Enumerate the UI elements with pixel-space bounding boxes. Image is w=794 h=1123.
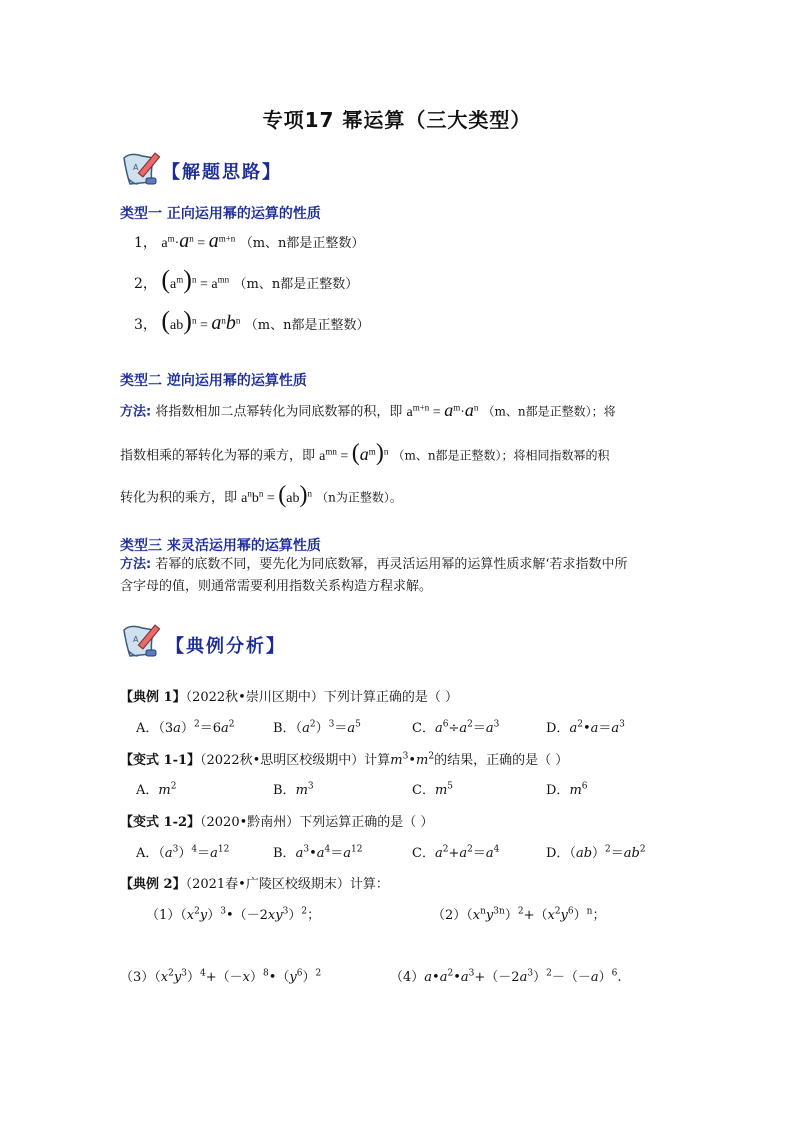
- page-title: 专项17 幂运算（三大类型）: [262, 108, 532, 132]
- variant-1-1: [120, 749, 568, 768]
- text: 转化为积的乘方，即: [120, 490, 238, 506]
- option-b[interactable]: B．$m^3$: [273, 781, 314, 798]
- formula-note: （m、n都是正整数）: [239, 236, 365, 251]
- formula-inline: $a^{m+n} = a^m\cdot a^n$: [406, 399, 479, 420]
- example-text: （2022秋•思明区校级期中）计算: [200, 753, 391, 768]
- variant-1-2: [120, 811, 433, 830]
- type1-heading: 类型一 正向运用幂的运算的性质: [120, 206, 321, 222]
- sub-question-3: $(3)(x^2y^3)^4+(-x)^8•(y^6)^2$: [120, 968, 322, 985]
- sub-question-4: $(4)a•a^2•a^3+(-2a^3)^2-(-a)^6$.: [390, 968, 622, 985]
- type3-line-1: [120, 554, 627, 576]
- option-b[interactable]: B．$(a^2)^3=a^5$: [273, 719, 361, 736]
- text: 将指数相加二点幂转化为同底数幂的积，即: [155, 404, 403, 420]
- option-d[interactable]: D．$m^6$: [546, 781, 588, 798]
- text: 若幂的底数不同，要先化为同底数幂，再灵活运用幂的运算性质求解‘若求指数中所: [155, 557, 628, 572]
- formula-power-rule: $(a^m)^n = a^{mn}$: [161, 265, 230, 294]
- example-text: （2022秋•崇川区期中）下列计算正确的是（ ）: [185, 690, 458, 705]
- svg-text:A: A: [133, 163, 139, 172]
- option-c[interactable]: C．$a^6\div a^2=a^3$: [412, 719, 500, 736]
- formula-inline: $a^nb^n = (ab)^n$: [241, 481, 312, 508]
- method-label: 方法:: [120, 557, 152, 572]
- example-label: 【变式 1-1】: [120, 753, 201, 768]
- option-c[interactable]: C．$m^5$: [412, 781, 454, 798]
- option-d[interactable]: D．$(ab)^2=ab^2$: [546, 844, 646, 861]
- text: （m、n都是正整数）；将: [482, 404, 616, 419]
- text: （n为正整数）。: [316, 490, 402, 505]
- formula-number: 3，: [134, 317, 157, 333]
- option-a[interactable]: A．$(a^3)^4=a^{12}$: [136, 844, 230, 861]
- type3-line-2: 含字母的值，则通常需要利用指数关系构造方程求解。: [120, 579, 433, 594]
- formula-note: （m、n都是正整数）: [233, 277, 359, 292]
- formula-product-rule: $a^m\cdot a^n = a^{m+n}$: [161, 230, 236, 252]
- option-b[interactable]: B．$a^3•a^4=a^{12}$: [273, 844, 363, 861]
- option-a[interactable]: A．$(3a)^2=6a^2$: [136, 719, 235, 736]
- formula-product-power-rule: $(ab)^n = a^nb^n$: [161, 306, 241, 335]
- type2-line-2: [120, 440, 610, 468]
- example-text: （2021春•广陵区校级期末）计算：: [185, 877, 389, 892]
- sub-question-1: $(1)(x^2y)^3•(-2xy^3)^2$；: [146, 906, 321, 923]
- banner-example-analysis: [120, 622, 310, 662]
- type2-line-1: [120, 396, 616, 424]
- formula-number: 2，: [134, 276, 157, 292]
- example-2: [120, 873, 389, 892]
- sub-question-2: $(2)(x^ny^{3n})^2+(x^2y^6)^n$；: [432, 906, 606, 923]
- svg-text:A: A: [133, 635, 139, 644]
- formula-1: [134, 230, 364, 253]
- example-text: 的结果，正确的是（ ）: [434, 753, 569, 768]
- example-label: 【变式 1-2】: [120, 815, 201, 830]
- type2-heading: 类型二 逆向运用幂的运算性质: [120, 373, 307, 389]
- type3-heading: 类型三 来灵活运用幂的运算性质: [120, 538, 321, 554]
- formula-3: [134, 308, 370, 335]
- example-label: 【典例 1】: [120, 690, 186, 705]
- text: （m、n都是正整数）；将相同指数幂的积: [392, 448, 610, 463]
- formula-inline: $a^{mn} = (a^m)^n$: [319, 439, 389, 466]
- option-a[interactable]: A．$m^2$: [136, 781, 177, 798]
- banner-title: 【典例分析】: [166, 636, 286, 657]
- formula-2: [134, 267, 358, 293]
- example-text: （2020•黔南州）下列运算正确的是（ ）: [200, 815, 434, 830]
- inline-expression: $m^3•m^2$: [390, 751, 435, 768]
- example-label: 【典例 2】: [120, 877, 186, 892]
- formula-number: 1，: [134, 235, 157, 251]
- option-d[interactable]: D．$a^2•a=a^3$: [546, 719, 625, 736]
- method-label: 方法:: [120, 404, 152, 420]
- formula-note: （m、n都是正整数）: [244, 318, 370, 333]
- example-1: [120, 686, 458, 705]
- paper-pencil-icon: [120, 622, 164, 662]
- banner-solution-ideas: [120, 150, 290, 190]
- text: 指数相乘的幂转化为幂的乘方，即: [120, 448, 316, 464]
- option-c[interactable]: C．$a^2+a^2=a^4$: [412, 844, 500, 861]
- paper-pencil-icon: [120, 150, 164, 190]
- banner-title: 【解题思路】: [162, 162, 282, 183]
- type2-line-3: [120, 482, 402, 510]
